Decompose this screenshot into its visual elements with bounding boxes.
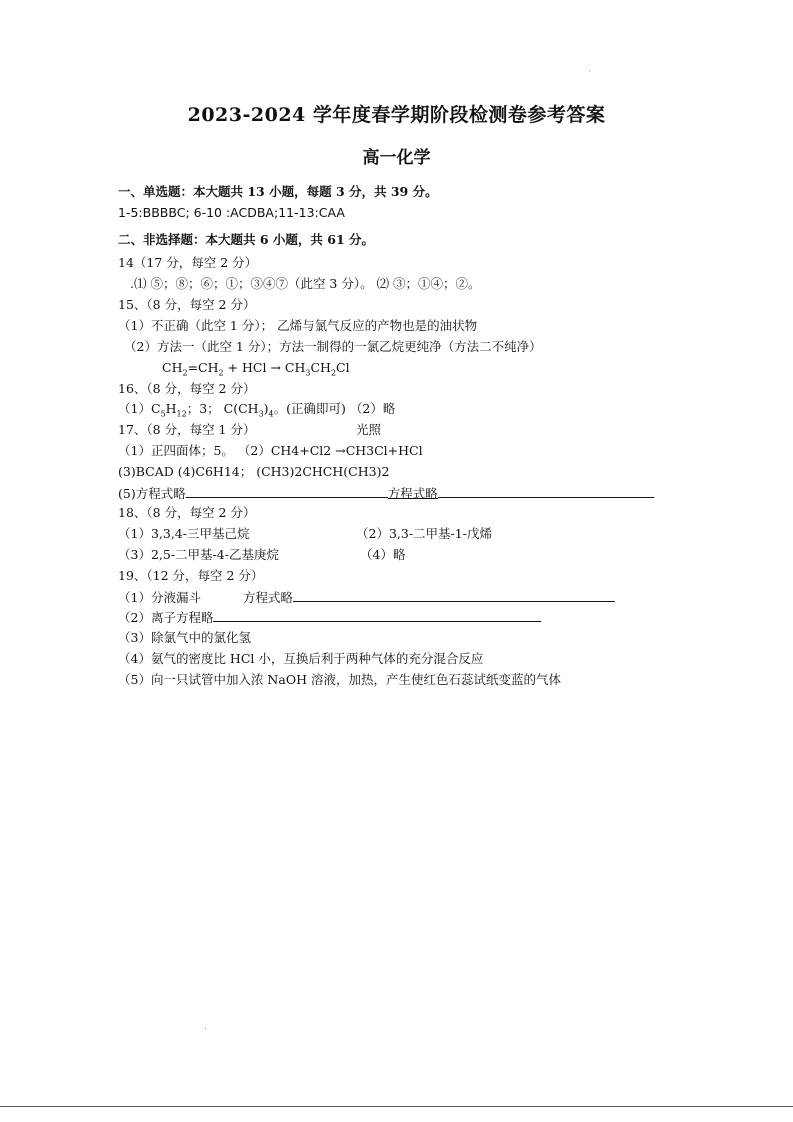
scan-speck	[589, 70, 590, 71]
q15-answer-1: （1）不正确（此空 1 分）； 乙烯与氯气反应的产物也是的油状物	[118, 318, 478, 333]
q18-answer-2: （2）3,3-二甲基-1-戊烯	[356, 526, 492, 541]
q15-equation: $CH_2=CH_2$ + HCl → $CH_3CH_2Cl$	[162, 360, 350, 378]
q19-answer-1: （1）分液漏斗 方程式略	[118, 589, 615, 606]
section1-answers: 1-5:BBBBC; 6-10 :ACDBA;11-13:CAA	[118, 205, 345, 220]
q18-answer-1: （1）3,3,4-三甲基己烷	[118, 526, 250, 541]
q19-answer-3: （3）除氯气中的氯化氢	[118, 630, 251, 645]
q19-answer-5: （5）向一只试管中加入浓 NaOH 溶液，加热，产生使红色石蕊试纸变蓝的气体	[118, 672, 561, 687]
blank-line	[213, 609, 541, 622]
q14-header: 14（17 分，每空 2 分）	[118, 255, 258, 270]
q16-header: 16、（8 分，每空 2 分）	[118, 381, 256, 396]
q18-answer-4: （4）略	[360, 547, 406, 562]
q19-answer-4: （4）氨气的密度比 HCl 小，互换后利于两种气体的充分混合反应	[118, 651, 484, 666]
q17-answer-2: (3)BCAD (4)C6H14； (CH3)2CHCH(CH3)2	[118, 464, 390, 479]
blank-line	[293, 589, 615, 602]
q15-answer-2: （2）方法一（此空 1 分）；方法一制得的一氯乙烷更纯净（方法二不纯净）	[124, 339, 542, 354]
page-subtitle: 高一化学	[362, 148, 431, 168]
q15-header: 15、（8 分，每空 2 分）	[118, 297, 256, 312]
q19-header: 19、（12 分，每空 2 分）	[118, 568, 264, 583]
blank-line-with-text: 方程式略	[387, 486, 438, 501]
page-bottom-rule	[0, 1106, 793, 1107]
q14-answer: .⑴ ⑤；⑧；⑥；①；③④⑦（此空 3 分）。 ⑵ ③；①④；②。	[130, 276, 481, 291]
section1-heading: 一、单选题：本大题共 13 小题，每题 3 分，共 39 分。	[118, 184, 438, 199]
q17-answer-3: (5)方程式略 方程式略	[118, 485, 654, 502]
q18-header: 18、（8 分，每空 2 分）	[118, 505, 256, 520]
q16-answer: $(1)C_5H_{12}$；3； $C(CH_3)_4$。(正确即可) （2）略	[118, 401, 396, 419]
section2-heading: 二、非选择题：本大题共 6 小题，共 61 分。	[118, 232, 375, 247]
scan-speck	[205, 1028, 206, 1029]
blank-line	[438, 485, 654, 498]
q17-answer-1: （1）正四面体；5。 （2）CH4+Cl2 →CH3Cl+HCl	[118, 443, 423, 458]
q19-answer-2: （2）离子方程略	[118, 609, 541, 626]
reaction-arrow-icon: →	[335, 443, 346, 458]
q17-header: 17、（8 分，每空 1 分）	[118, 422, 256, 437]
q17-light-condition: 光照	[356, 422, 382, 437]
page-title: 2023-2024 学年度春学期阶段检测卷参考答案	[187, 104, 606, 126]
blank-line	[186, 485, 388, 498]
q18-answer-3: （3）2,5-二甲基-4-乙基庚烷	[118, 547, 279, 562]
